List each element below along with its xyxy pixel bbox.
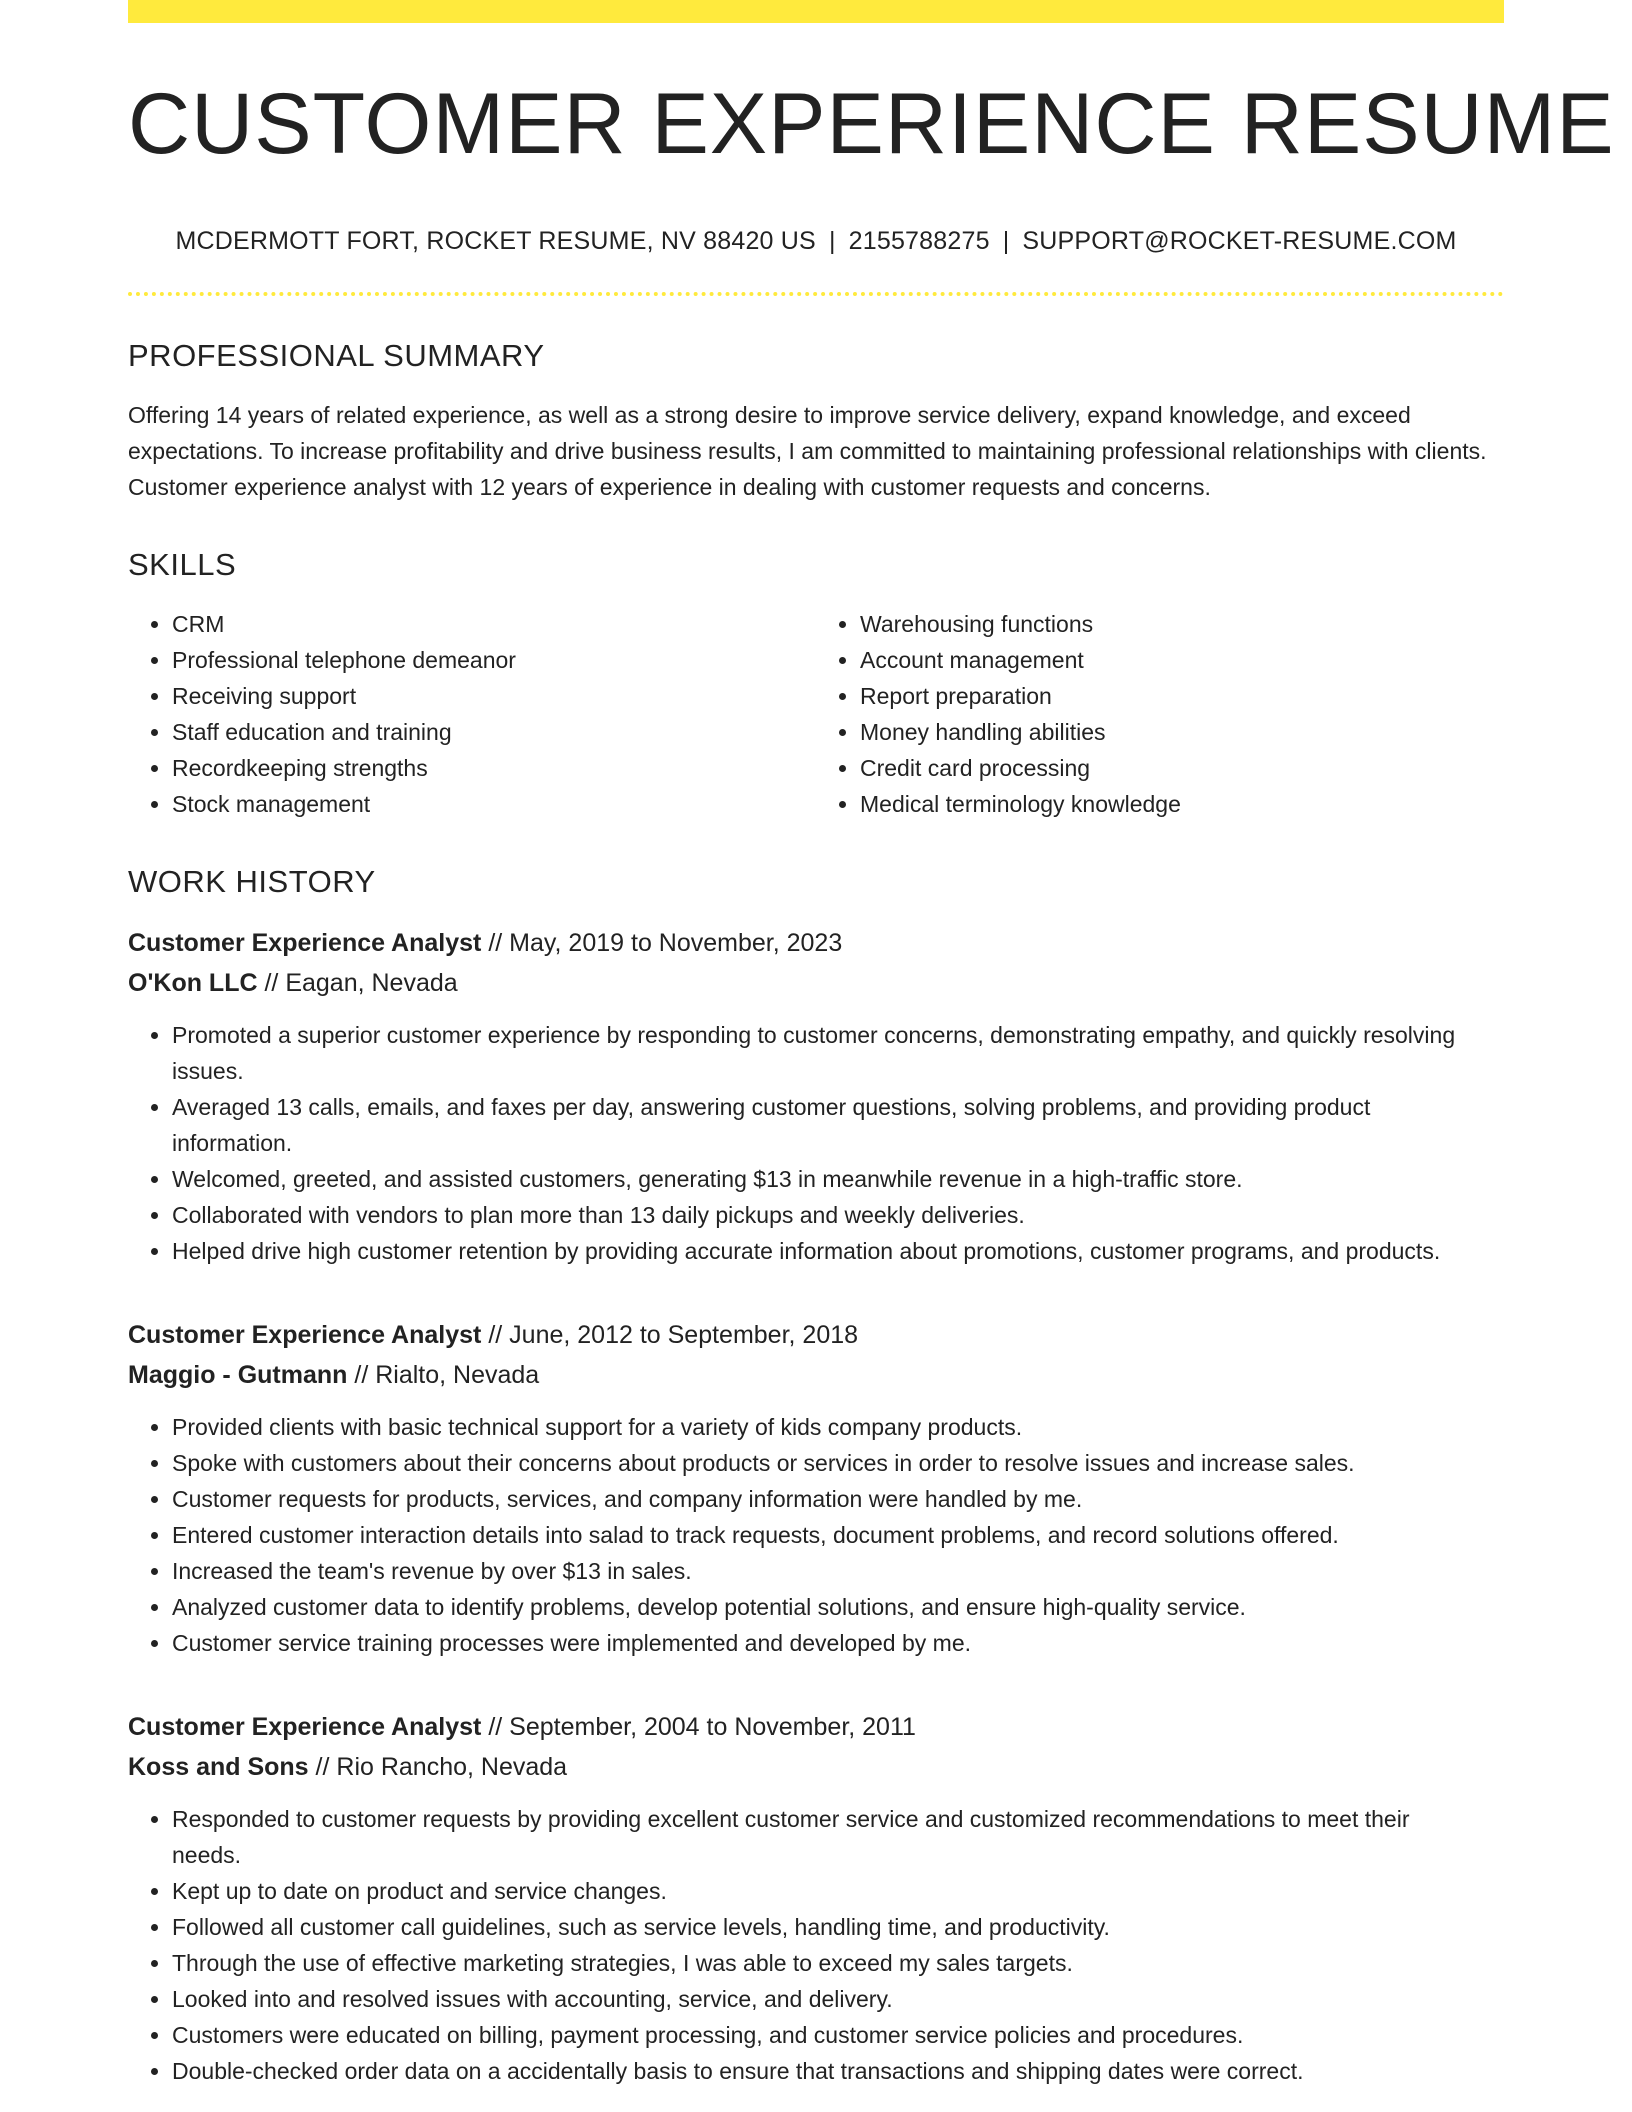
- contact-separator: |: [828, 227, 836, 255]
- job-bullet: • Kept up to date on product and service changes.: [172, 1873, 1474, 1909]
- job-bullet: • Spoke with customers about their concerns about products or services in order to resolve issues and increase sales.: [172, 1445, 1474, 1481]
- job-location: // Eagan, Nevada: [264, 969, 458, 997]
- skill-item: • Money handling abilities: [860, 714, 1504, 750]
- job-bullets: [128, 1801, 1504, 2089]
- job-company-line: [128, 963, 1504, 1003]
- job-bullet: • Customer requests for products, services, and company information were handled by me.: [172, 1481, 1474, 1517]
- job-company: Koss and Sons: [128, 1753, 309, 1781]
- contact-separator: |: [1002, 227, 1010, 255]
- contact-address: MCDERMOTT FORT, ROCKET RESUME, NV 88420 US: [175, 227, 816, 255]
- dotted-divider: [128, 292, 1504, 296]
- skills-column-right: [816, 606, 1504, 822]
- skill-item: • Credit card processing: [860, 750, 1504, 786]
- job-dates: // May, 2019 to November, 2023: [488, 929, 843, 957]
- job-company-line: [128, 1747, 1504, 1787]
- job-bullet: • Responded to customer requests by providing excellent customer service and customized recommendations to meet their needs.: [172, 1801, 1474, 1873]
- skill-item: • Warehousing functions: [860, 606, 1504, 642]
- work-history-heading: WORK HISTORY: [128, 864, 376, 899]
- job-title-line: [128, 1315, 1504, 1355]
- skill-item: • Stock management: [172, 786, 816, 822]
- job-bullet: • Followed all customer call guidelines, such as service levels, handling time, and productivity.: [172, 1909, 1474, 1945]
- job-title-line: [128, 923, 1504, 963]
- job-bullet: • Customer service training processes were implemented and developed by me.: [172, 1625, 1474, 1661]
- summary-text: Offering 14 years of related experience, as well as a strong desire to improve service delivery, expand knowledge, and exceed expectations. To increase profitability and drive business results, I am committed to maintaining professional relationships with clients. Customer experience analyst with 12 years of experience in dealing with customer requests and concerns.: [128, 402, 1487, 500]
- job-bullet: • Increased the team's revenue by over $13 in sales.: [172, 1553, 1474, 1589]
- job-bullet: • Customers were educated on billing, payment processing, and customer service policies and procedures.: [172, 2017, 1474, 2053]
- job-bullet: • Analyzed customer data to identify problems, develop potential solutions, and ensure high-quality service.: [172, 1589, 1474, 1625]
- job-bullet: • Welcomed, greeted, and assisted customers, generating $13 in meanwhile revenue in a high-traffic store.: [172, 1161, 1474, 1197]
- job-title: Customer Experience Analyst: [128, 1321, 482, 1349]
- skill-item: • Report preparation: [860, 678, 1504, 714]
- job-bullet: • Averaged 13 calls, emails, and faxes per day, answering customer questions, solving problems, and providing product information.: [172, 1089, 1474, 1161]
- job-bullet: • Provided clients with basic technical support for a variety of kids company products.: [172, 1409, 1474, 1445]
- job-bullets: [128, 1409, 1504, 1661]
- job-bullet: • Helped drive high customer retention by providing accurate information about promotions, customer programs, and products.: [172, 1233, 1474, 1269]
- job-dates: // June, 2012 to September, 2018: [488, 1321, 859, 1349]
- job-location: // Rio Rancho, Nevada: [315, 1753, 568, 1781]
- job-dates: // September, 2004 to November, 2011: [488, 1713, 916, 1741]
- job-title: Customer Experience Analyst: [128, 929, 482, 957]
- job-entry: [128, 1707, 1504, 2089]
- skill-item: • Receiving support: [172, 678, 816, 714]
- skill-item: • Account management: [860, 642, 1504, 678]
- job-entry: [128, 1315, 1504, 1661]
- skills-column-left: [128, 606, 816, 822]
- job-bullet: • Double-checked order data on a accidentally basis to ensure that transactions and shipping dates were correct.: [172, 2053, 1474, 2089]
- summary-heading: PROFESSIONAL SUMMARY: [128, 338, 545, 373]
- accent-top-bar: [128, 0, 1504, 23]
- job-title-line: [128, 1707, 1504, 1747]
- job-entry: [128, 923, 1504, 1269]
- job-bullet: • Through the use of effective marketing strategies, I was able to exceed my sales targets.: [172, 1945, 1474, 1981]
- job-bullet: • Entered customer interaction details into salad to track requests, document problems, and record solutions offered.: [172, 1517, 1474, 1553]
- job-company: O'Kon LLC: [128, 969, 258, 997]
- job-bullet: • Promoted a superior customer experience by responding to customer concerns, demonstrating empathy, and quickly resolving issues.: [172, 1017, 1474, 1089]
- resume-page: [128, 0, 1615, 2089]
- job-company: Maggio - Gutmann: [128, 1361, 348, 1389]
- job-title: Customer Experience Analyst: [128, 1713, 482, 1741]
- contact-line: [128, 229, 1504, 254]
- job-location: // Rialto, Nevada: [354, 1361, 540, 1389]
- contact-email: SUPPORT@ROCKET-RESUME.COM: [1022, 227, 1457, 255]
- job-bullets: [128, 1017, 1504, 1269]
- skill-item: • Staff education and training: [172, 714, 816, 750]
- skill-item: • CRM: [172, 606, 816, 642]
- job-company-line: [128, 1355, 1504, 1395]
- job-bullet: • Collaborated with vendors to plan more than 13 daily pickups and weekly deliveries.: [172, 1197, 1474, 1233]
- skill-item: • Recordkeeping strengths: [172, 750, 816, 786]
- skill-item: • Professional telephone demeanor: [172, 642, 816, 678]
- job-bullet: • Looked into and resolved issues with accounting, service, and delivery.: [172, 1981, 1474, 2017]
- skill-item: • Medical terminology knowledge: [860, 786, 1504, 822]
- skills-list: [128, 606, 1504, 822]
- resume-title: CUSTOMER EXPERIENCE RESUME: [128, 76, 1615, 172]
- contact-phone: 2155788275: [848, 227, 990, 255]
- skills-heading: SKILLS: [128, 547, 237, 582]
